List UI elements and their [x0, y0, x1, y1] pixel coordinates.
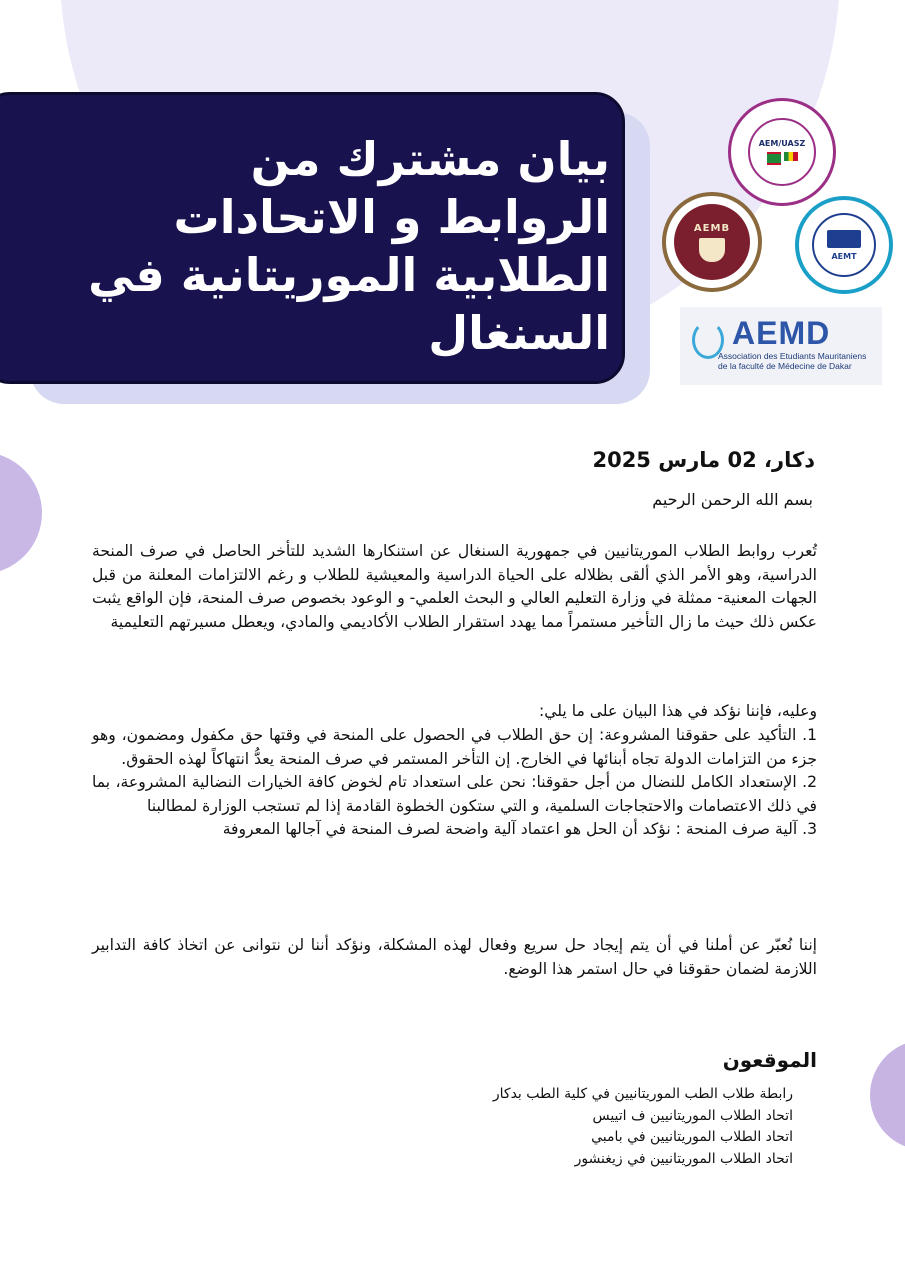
aemb-logo-text: AEMB	[693, 222, 731, 234]
letter-date: دكار، 02 مارس 2025	[592, 448, 815, 472]
crest-icon	[699, 238, 725, 262]
paragraph-2: إننا نُعبّر عن أملنا في أن يتم إيجاد حل سريع وفعال لهذه المشكلة، ونؤكد أننا لن نتوانى عن اتخاذ كافة التدابير اللازمة لضمان حقوقنا في حال استمر هذا الوضع.	[92, 936, 817, 978]
aemd-logo	[680, 307, 882, 385]
book-icon	[827, 230, 861, 248]
decorative-circle-left	[0, 452, 42, 574]
signer-item: اتحاد الطلاب الموريتانيين ف اتييس	[592, 1107, 793, 1124]
list-item: 1. التأكيد على حقوقنا المشروعة: إن حق الطلاب في الحصول على المنحة في وقتها حق مكفول ومضمون، وهو جزء من التزامات الدولة تجاه أبنائها في الخارج. إن التأخر المستمر في صرف المنحة يعدُّ انتهاكاً لهذه الحقوق.	[92, 726, 817, 768]
basmala: بسم الله الرحمن الرحيم	[652, 490, 813, 509]
points-intro: وعليه، فإننا نؤكد في هذا البيان على ما يلي:	[539, 702, 817, 720]
list-item: 3. آلية صرف المنحة : نؤكد أن الحل هو اعتماد آلية واضحة لصرف المنحة في آجالها المعروفة	[222, 820, 817, 838]
page-title: بيان مشترك من الروابط و الاتحادات الطلابية الموريتانية في السنغال	[88, 132, 610, 360]
aemd-logo-brand: AEMD	[732, 315, 831, 351]
signer-item: رابطة طلاب الطب الموريتانيين في كلية الطب بدكار	[492, 1086, 793, 1102]
aemt-logo-text: AEMT	[831, 251, 857, 261]
aem-uasz-logo	[728, 98, 836, 206]
aemb-logo	[662, 192, 762, 292]
signer-item: اتحاد الطلاب الموريتانيين في بامبي	[591, 1129, 793, 1145]
signers-heading: الموقعون	[722, 1048, 817, 1072]
signer-item: اتحاد الطلاب الموريتانيين في زيغنشور	[574, 1150, 793, 1167]
list-item: 2. الإستعداد الكامل للنضال من أجل حقوقنا: نحن على استعداد تام لخوض كافة الخيارات النضالية المشروعة، بما في ذلك الاعتصامات والاحتجاجات السلمية، و التي ستكون الخطوة القادمة إذا لم تستجب الوزارة لمطالبنا	[92, 773, 817, 815]
aem-uasz-logo-text: AEM/UASZ	[758, 139, 806, 148]
senegal-flag-icon	[784, 152, 798, 161]
signers-list	[393, 1084, 793, 1170]
mauritania-flag-icon	[767, 152, 781, 165]
paragraph-1: تُعرب روابط الطلاب الموريتانيين في جمهورية السنغال عن استنكارها الشديد للتأخر الحاصل في صرف المنحة الدراسية، وهو الأمر الذي ألقى بظلاله على الحياة الدراسية والمعيشية للطلاب و رغم الالتزامات المعلنة من قبل الجهات المعنية- ممثلة في وزارة التعليم العالي و البحث العلمي- و الوعود بخصوص صرف المنحة، فإن الواقع يثبت عكس ذلك حيث ما زال التأخير مستمراً مما يهدد استقرار الطلاب الأكاديمي والمادي، ويعطل مسيرتهم التعليمية	[92, 542, 817, 631]
flags-icon	[767, 152, 798, 165]
aemt-logo	[795, 196, 893, 294]
aemd-logo-subtitle: Association des Etudiants Mauritaniens de la faculté de Médecine de Dakar	[718, 351, 867, 371]
decorative-circle-right	[870, 1040, 905, 1150]
points-list	[92, 724, 817, 842]
